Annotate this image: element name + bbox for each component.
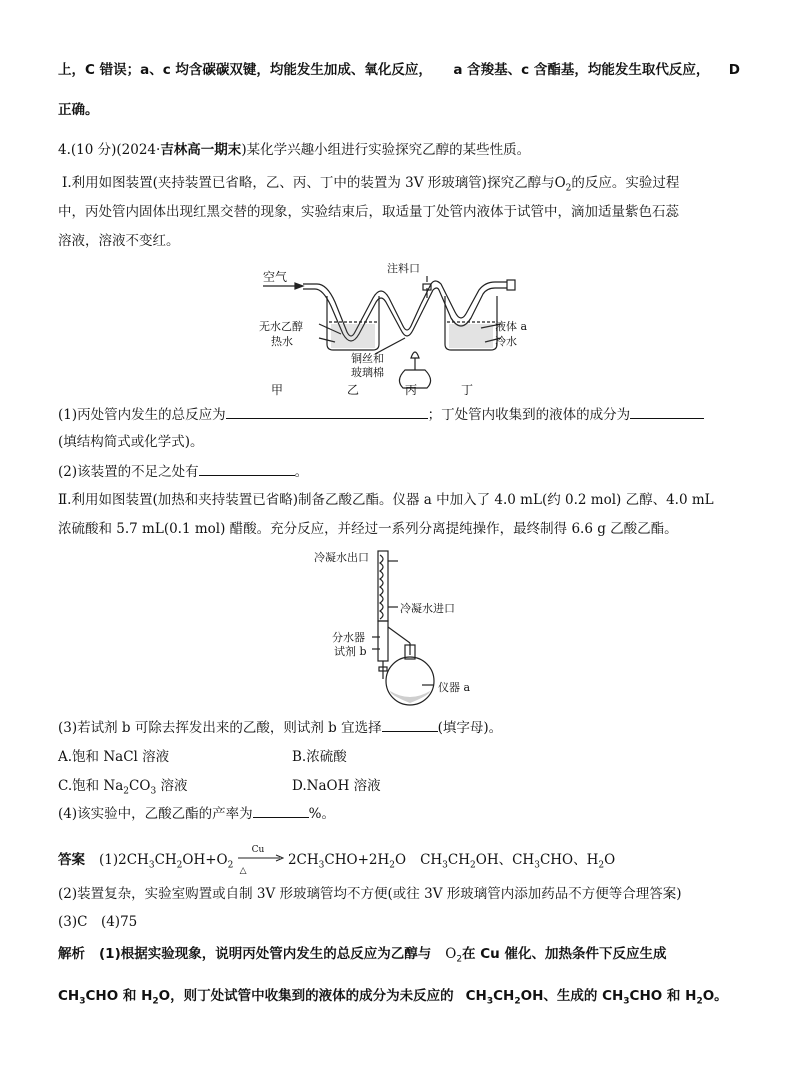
subscript: 2 (123, 786, 130, 797)
text-segment: CHO 和 H (85, 988, 153, 1004)
text-segment: CHO 和 H (629, 988, 697, 1004)
answer-label: 答案 (58, 852, 85, 868)
label-yi: 乙 (347, 383, 360, 397)
reaction-arrow (238, 844, 284, 876)
subscript: 2 (514, 996, 521, 1007)
text-segment: (2)该装置的不足之处有 (58, 464, 199, 480)
subscript: 3 (150, 786, 157, 797)
text-segment: CH (447, 852, 471, 868)
label-reagent-b: 试剂 b (334, 645, 367, 658)
option-c[interactable] (58, 774, 187, 797)
subscript: 2 (456, 954, 463, 965)
text-segment: O (445, 946, 457, 962)
text-segment: 在 Cu 催化、加热条件下反应生成 (462, 946, 667, 962)
subscript: 2 (470, 860, 476, 871)
text-segment: ；丁处管内收集到的液体的成分为 (427, 407, 631, 423)
label-instrument-a: 仪器 a (438, 681, 471, 694)
part1-line-1 (62, 173, 679, 199)
text-segment: O，则丁处试管中收集到的液体的成分为未反应的 (158, 988, 454, 1004)
option-d[interactable]: D.NaOH 溶液 (292, 778, 381, 794)
analysis-label: 解析 (58, 946, 85, 962)
answer-line-3: (3)C (4)75 (58, 914, 138, 930)
subscript: 2 (598, 860, 605, 871)
continuation-line-2: 正确。 (58, 102, 99, 118)
subscript: 2 (696, 996, 703, 1007)
subscript: 3 (79, 996, 86, 1007)
answer-line-2: (2)装置复杂，实验室购置或自制 3V 形玻璃管均不方便(或往 3V 形玻璃管内添加药品不方便等合理答案) (58, 886, 682, 902)
text-segment: %。 (308, 806, 335, 822)
option-a[interactable]: A.饱和 NaCl 溶液 (58, 749, 170, 765)
answer-blank-1[interactable] (226, 404, 428, 419)
text-segment: O (394, 852, 407, 868)
source-tag: 吉林高一期末 (160, 142, 242, 158)
answer-blank-4[interactable] (382, 717, 438, 732)
subscript: 2 (176, 860, 183, 871)
analysis-line-2 (58, 986, 728, 1012)
answer-blank-2[interactable] (630, 404, 704, 419)
label-separator: 分水器 (332, 631, 365, 644)
text-segment: D (728, 62, 740, 78)
label-bing: 丙 (405, 383, 418, 397)
text-segment: 上，C 错误；a、c 均含碳碳双键，均能发生加成、氧化反应， (58, 62, 432, 78)
text-segment: 。 (294, 464, 309, 480)
subscript: 3 (318, 860, 325, 871)
text-segment: a 含羧基、c 含酯基，均能发生取代反应， (453, 62, 710, 78)
subscript: 2 (389, 860, 395, 871)
label-air: 空气 (263, 270, 288, 284)
text-segment: )某化学兴趣小组进行实验探究乙醇的某些性质。 (241, 142, 531, 158)
text-segment: (4)该实验中，乙酸乙酯的产率为 (58, 806, 253, 822)
text-segment: 4.(10 分)(2024· (58, 142, 161, 158)
subscript: 2 (152, 996, 159, 1007)
sub-question-1-cont: (填结构简式或化学式)。 (58, 434, 204, 450)
text-segment: CO (129, 778, 151, 794)
label-water-outlet: 冷凝水出口 (314, 551, 369, 564)
text-segment: OH、CH (475, 852, 535, 868)
label-inlet: 注料口 (387, 262, 420, 275)
continuation-line-1 (58, 60, 740, 80)
catalyst-label: Cu (251, 844, 265, 855)
text-segment: (填字母)。 (437, 720, 503, 736)
label-copper-1: 铜丝和 (351, 352, 384, 365)
text-segment: 的反应。实验过程 (571, 175, 680, 191)
subscript: 2 (565, 183, 572, 194)
option-b[interactable]: B.浓硫酸 (292, 749, 347, 765)
answer-line-1 (58, 844, 616, 876)
label-copper-2: 玻璃棉 (351, 366, 384, 379)
text-segment: CH (420, 852, 443, 868)
label-water-inlet: 冷凝水进口 (400, 602, 455, 615)
label-liquid-a: 液体 a (495, 320, 528, 333)
apparatus-figure-1 (255, 262, 528, 397)
text-segment: CHO、H (539, 852, 599, 868)
label-jia: 甲 (271, 383, 284, 397)
heat-symbol: △ (239, 865, 247, 876)
text-segment: OH+O (182, 852, 228, 868)
text-segment: CH (58, 988, 80, 1004)
text-segment: 溶液 (156, 778, 188, 794)
subscript: 3 (442, 860, 448, 871)
text-segment: CHO+2H (324, 852, 390, 868)
text-segment: (3)若试剂 b 可除去挥发出来的乙酸，则试剂 b 宜选择 (58, 720, 382, 736)
label-hot-water: 热水 (271, 335, 293, 348)
label-ethanol: 无水乙醇 (259, 320, 303, 333)
text-segment: (1)根据实验现象，说明丙处管内发生的总反应为乙醇与 (99, 946, 432, 962)
text-segment: (1)2CH (99, 852, 149, 868)
text-segment: Ⅰ.利用如图装置(夹持装置已省略，乙、丙、丁中的装置为 3V 形玻璃管)探究乙醇与O (62, 175, 566, 191)
text-segment: C.饱和 Na (58, 778, 124, 794)
label-cold-water: 冷水 (495, 335, 517, 348)
text-segment: CH (493, 988, 515, 1004)
text-segment: 2CH (287, 852, 319, 868)
sub-question-1 (58, 404, 704, 425)
apparatus-figure-2 (310, 545, 490, 715)
subscript: 3 (148, 860, 155, 871)
text-segment: CH (154, 852, 177, 868)
part1-line-2: 中，丙处管内固体出现红黑交替的现象，实验结束后，取适量丁处管内液体于试管中，滴加适量紫色石蕊 (58, 204, 679, 220)
sub-question-2 (58, 461, 308, 482)
subscript: 3 (486, 996, 494, 1007)
question-4-header (58, 140, 530, 160)
text-segment: O (604, 852, 616, 868)
text-segment: (1)丙处管内发生的总反应为 (58, 407, 226, 423)
sub-question-3 (58, 717, 502, 738)
part1-line-3: 溶液，溶液不变红。 (58, 233, 180, 249)
text-segment: CH (465, 988, 487, 1004)
sub-question-4 (58, 803, 335, 824)
answer-blank-3[interactable] (199, 461, 295, 476)
subscript: 3 (534, 860, 540, 871)
answer-blank-5[interactable] (253, 803, 309, 818)
analysis-line-1 (58, 944, 666, 970)
label-ding: 丁 (461, 383, 474, 397)
text-segment: OH、生成的 CH (520, 988, 624, 1004)
subscript: 3 (623, 996, 630, 1007)
part2-line-2: 浓硫酸和 5.7 mL(0.1 mol) 醋酸。充分反应，并经过一系列分离提纯操作，最终制得 6.6 g 乙酸乙酯。 (58, 521, 678, 537)
text-segment: O。 (702, 988, 728, 1004)
part2-line-1: Ⅱ.利用如图装置(加热和夹持装置已省略)制备乙酸乙酯。仪器 a 中加入了 4.0 mL(约 0.2 mol) 乙醇、4.0 mL (58, 492, 714, 508)
subscript: 2 (227, 860, 234, 871)
